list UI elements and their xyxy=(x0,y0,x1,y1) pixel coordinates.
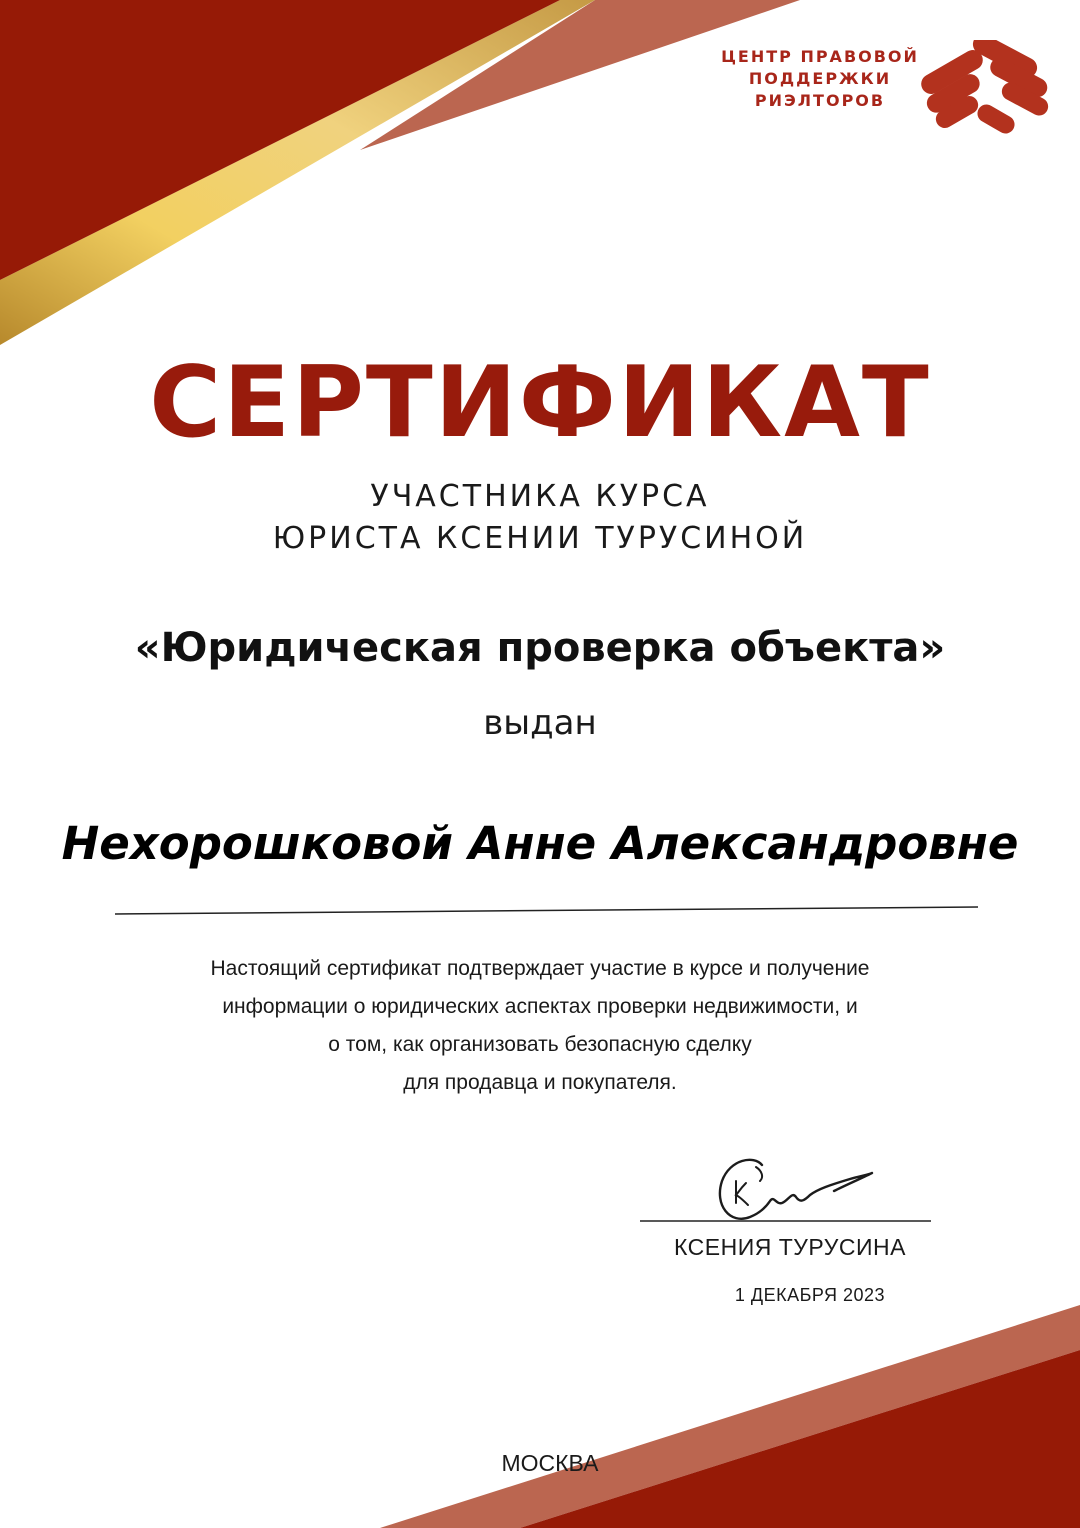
issue-city: МОСКВА xyxy=(501,1450,599,1476)
certificate-subtitle xyxy=(0,476,1080,560)
certificate-description xyxy=(100,950,980,1102)
signer-name: КСЕНИЯ ТУРУСИНА xyxy=(674,1234,906,1260)
issued-label: выдан xyxy=(483,703,597,743)
issue-date: 1 ДЕКАБРЯ 2023 xyxy=(734,1285,886,1305)
hands-roof-logo-icon xyxy=(910,40,1070,140)
description-line-4: для продавца и покупателя. xyxy=(403,1071,677,1094)
description-line-1: Настоящий сертификат подтверждает участие в курсе и получение xyxy=(210,957,870,980)
logo-line-1: ЦЕНТР ПРАВОВОЙ xyxy=(721,47,919,66)
course-name: «Юридическая проверка объекта» xyxy=(134,625,946,671)
handwritten-signature-icon xyxy=(700,1145,900,1235)
recipient-underline xyxy=(115,907,978,914)
subtitle-line-2: ЮРИСТА КСЕНИИ ТУРУСИНОЙ xyxy=(272,521,808,556)
subtitle-line-1: УЧАСТНИКА КУРСА xyxy=(370,479,710,514)
top-red-triangle xyxy=(0,0,560,280)
logo-line-2: ПОДДЕРЖКИ xyxy=(748,69,892,88)
certificate-title: СЕРТИФИКАТ xyxy=(149,346,931,460)
description-line-2: информации о юридических аспектах проверки недвижимости, и xyxy=(222,995,858,1018)
organization-logo-text xyxy=(700,46,940,112)
recipient-name: Нехорошковой Анне Александровне xyxy=(61,817,1019,870)
description-line-3: о том, как организовать безопасную сделку xyxy=(328,1033,752,1056)
logo-line-3: РИЭЛТОРОВ xyxy=(754,91,886,110)
